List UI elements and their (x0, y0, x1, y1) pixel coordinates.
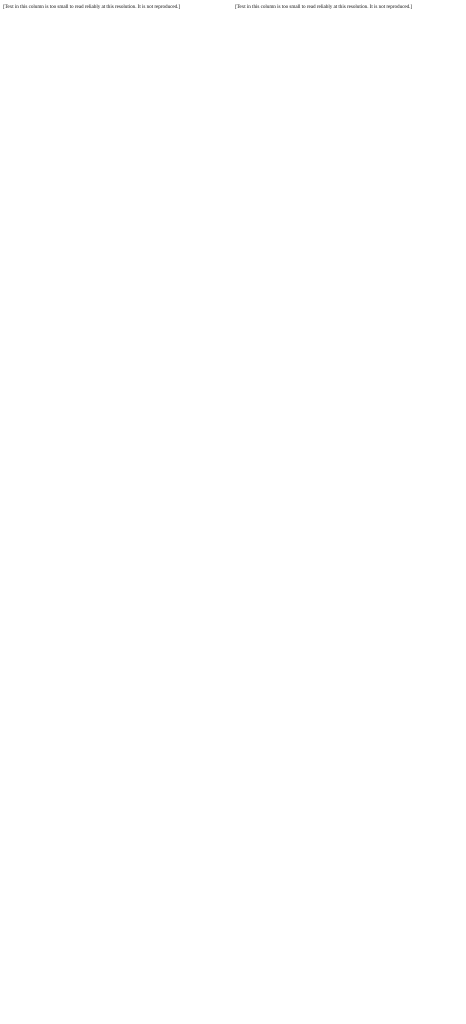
paragraph: [Text in this column is too small to read reliably at this resolution. It is not reproduced.] (235, 4, 413, 10)
right-column (235, 4, 463, 1020)
left-column (3, 4, 231, 1020)
paragraph: [Text in this column is too small to read reliably at this resolution. It is not reproduced.] (3, 4, 181, 10)
